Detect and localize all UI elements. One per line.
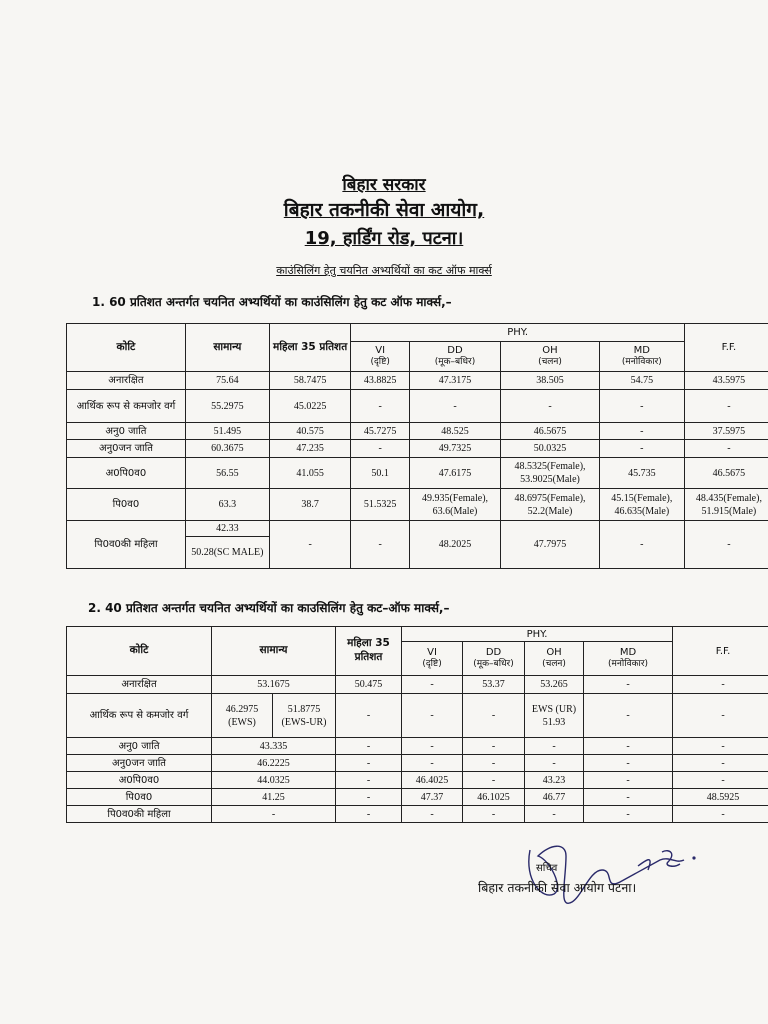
table-row: पि0व0की महिला 42.33 - - 48.2025 47.7975 - - <box>67 521 768 537</box>
header-md: MD (मनोविकार) <box>599 342 684 372</box>
signature-designation: सचिव <box>536 863 558 874</box>
section2-title: 2. 40 प्रतिशत अन्तर्गत चयनित अभ्यर्थियों का काउसिलिंग हेतु कट–ऑफ मार्क्स,– <box>88 601 450 615</box>
table-row: अनारक्षित 53.1675 50.475 - 53.37 53.265 - - <box>67 676 768 694</box>
table-row: अनारक्षित 75.64 58.7475 43.8825 47.3175 38.505 54.75 43.5975 <box>67 372 768 390</box>
commission-address: 19, हार्डिंग रोड, पटना। <box>304 228 464 249</box>
header-phy: PHY. <box>402 627 673 642</box>
header-women35: महिला 35 प्रतिशत <box>336 627 402 676</box>
table-row: पि0व0की महिला - - - - - - - <box>67 806 768 823</box>
table-row: अ0पि0व0 56.55 41.055 50.1 47.6175 48.5325(Female), 53.9025(Male) 45.735 46.5675 <box>67 458 768 489</box>
table-row: अ0पि0व0 44.0325 - 46.4025 - 43.23 - - <box>67 772 768 789</box>
header-dd: DD (मूक–बधिर) <box>409 342 500 372</box>
table-row: 50.28(SC MALE) <box>67 537 768 569</box>
cutoff-table-60 <box>66 323 768 569</box>
header-ff: F.F. <box>673 627 768 676</box>
header-vi: VI (दृष्टि) <box>402 642 463 676</box>
table-row: आर्थिक रूप से कमजोर वर्ग 55.2975 45.0225 - - - - - <box>67 390 768 423</box>
table-row: आर्थिक रूप से कमजोर वर्ग 46.2975 (EWS) 51.8775 (EWS-UR) - - - EWS (UR) 51.93 - - <box>67 694 768 738</box>
table-row: अनु0 जाति 51.495 40.575 45.7275 48.525 46.5675 - 37.5975 <box>67 423 768 440</box>
header-oh: OH (चलन) <box>501 342 600 372</box>
cutoff-table-40 <box>66 626 768 823</box>
header-oh: OH (चलन) <box>525 642 584 676</box>
header-category: कोटि <box>67 627 212 676</box>
commission-title: बिहार तकनीकी सेवा आयोग, <box>283 199 485 221</box>
header-md: MD (मनोविकार) <box>584 642 673 676</box>
header-phy: PHY. <box>351 324 684 342</box>
government-title: बिहार सरकार <box>342 175 426 195</box>
header-women35: महिला 35 प्रतिशत <box>269 324 351 372</box>
header-general: सामान्य <box>212 627 336 676</box>
document-subject: काउंसिलिंग हेतु चयनित अभ्यर्थियों का कट ऑफ मार्क्स <box>276 264 492 277</box>
signature-office: बिहार तकनीकी सेवा आयोग पटना। <box>478 880 637 895</box>
header-dd: DD (मूक–बधिर) <box>463 642 525 676</box>
table-row: पि0व0 41.25 - 47.37 46.1025 46.77 - 48.5925 <box>67 789 768 806</box>
header-general: सामान्य <box>185 324 269 372</box>
table-row: पि0व0 63.3 38.7 51.5325 49.935(Female), 63.6(Male) 48.6975(Female), 52.2(Male) 45.15(Female), 46.635(Male) 48.435(Female), 51.915(Male) <box>67 489 768 521</box>
table-row: अनु0जन जाति 46.2225 - - - - - - <box>67 755 768 772</box>
header-category: कोटि <box>67 324 186 372</box>
section1-title: 1. 60 प्रतिशत अन्तर्गत चयनित अभ्यर्थियों का काउंसिलिंग हेतु कट ऑफ मार्क्स,– <box>92 295 452 309</box>
header-vi: VI (दृष्टि) <box>351 342 409 372</box>
header-ff: F.F. <box>684 324 768 372</box>
table-row: अनु0जन जाति 60.3675 47.235 - 49.7325 50.0325 - - <box>67 440 768 458</box>
table-row: अनु0 जाति 43.335 - - - - - - <box>67 738 768 755</box>
